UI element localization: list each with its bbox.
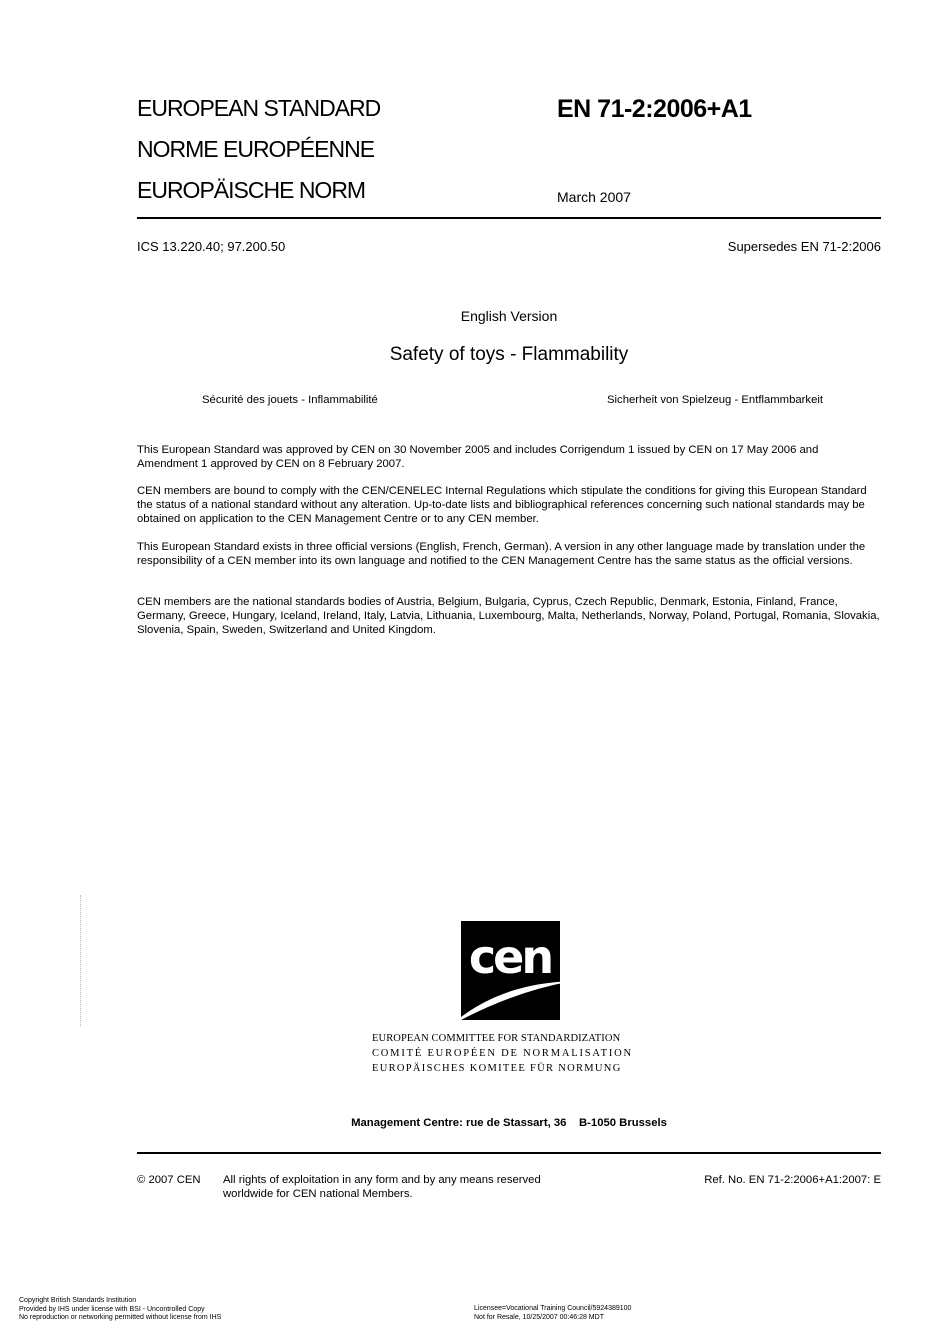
- version-label: English Version: [460, 308, 558, 324]
- regulations-paragraph: CEN members are bound to comply with the CEN/CENELEC Internal Regulations which stipulate the conditions for giving this European Standard the status of a national standard without any alteration. Up-to-date lists and bibliographical references concerning such national standards may be obtained on application to the CEN Management Centre or to any CEN member.: [137, 485, 867, 525]
- versions-paragraph: This European Standard exists in three official versions (English, French, German). A version in any other language made by translation under the responsibility of a CEN member into its own language and notified to the CEN Management Centre has the same status as the official versions.: [137, 541, 866, 567]
- document-title: Safety of toys - Flammability: [389, 344, 629, 365]
- license-line: Provided by IHS under license with BSI - Uncontrolled Copy: [19, 1305, 205, 1313]
- rights-line-1: All rights of exploitation in any form and by any means reserved: [223, 1174, 541, 1186]
- rights-line-2: worldwide for CEN national Members.: [223, 1187, 413, 1200]
- committee-de: EUROPÄISCHES KOMITEE FÜR NORMUNG: [372, 1063, 622, 1074]
- title-german: Sicherheit von Spielzeug - Entflammbarkeit: [607, 394, 823, 406]
- cen-logo-graphic: [461, 921, 581, 1020]
- reference-number: Ref. No. EN 71-2:2006+A1:2007: E: [704, 1174, 881, 1186]
- cen-logo: [461, 921, 560, 1020]
- license-line: Copyright British Standards Institution: [19, 1297, 137, 1304]
- rights-statement: [223, 1174, 541, 1201]
- license-notice-left: [19, 1297, 221, 1323]
- standard-number: EN 71-2:2006+A1: [557, 95, 752, 123]
- copyright: © 2007 CEN: [137, 1174, 201, 1186]
- license-line: Not for Resale, 10/25/2007 00:46:28 MDT: [474, 1313, 604, 1321]
- members-paragraph: CEN members are the national standards bodies of Austria, Belgium, Bulgaria, Cyprus, Czech Republic, Denmark, Estonia, Finland, France, Germany, Greece, Hungary, Iceland, Ireland, Italy, Latvia, Lithuania, Luxembourg, Malta, Netherlands, Norway, Poland, Portugal, Romania, Slovakia, Slovenia, Spain, Sweden, Switzerland and United Kingdom.: [137, 596, 880, 636]
- cen-logo-text: cen: [468, 930, 552, 984]
- margin-speckle: [80, 895, 82, 1027]
- title-norme-europeenne: NORME EUROPÉENNE: [137, 136, 375, 162]
- approval-paragraph: This European Standard was approved by CEN on 30 November 2005 and includes Corrigendum 1 issued by CEN on 17 May 2006 and Amendment 1 approved by CEN on 8 February 2007.: [137, 444, 819, 470]
- title-european-standard: EUROPEAN STANDARD: [137, 95, 381, 121]
- title-french: Sécurité des jouets - Inflammabilité: [202, 394, 378, 406]
- title-europaische-norm: EUROPÄISCHE NORM: [137, 177, 366, 203]
- footer-rule: [137, 1152, 881, 1154]
- license-line: Licensee=Vocational Training Council/5924389100: [474, 1305, 632, 1312]
- publication-date: March 2007: [557, 189, 631, 205]
- management-centre-address: Management Centre: rue de Stassart, 36 B-1050 Brussels: [351, 1117, 667, 1129]
- committee-en: EUROPEAN COMMITTEE FOR STANDARDIZATION: [372, 1033, 621, 1044]
- license-notice-right: [474, 1305, 631, 1322]
- license-line: No reproduction or networking permitted without license from IHS: [19, 1314, 222, 1321]
- header-rule: [137, 217, 881, 219]
- ics-codes: ICS 13.220.40; 97.200.50: [137, 239, 286, 254]
- committee-fr: COMITÉ EUROPÉEN DE NORMALISATION: [372, 1048, 633, 1059]
- supersedes-note: Supersedes EN 71-2:2006: [727, 239, 881, 254]
